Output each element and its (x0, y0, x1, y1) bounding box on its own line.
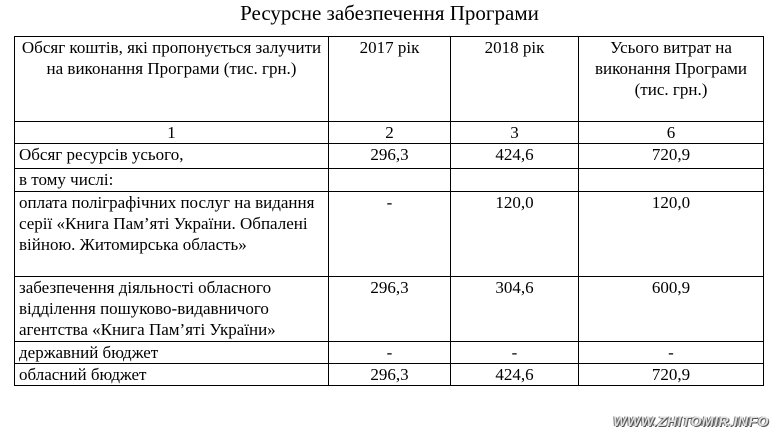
header-total-expenses: Усього витрат на виконання Програми (тис. грн.) (579, 37, 764, 122)
cell-total: 600,9 (579, 277, 764, 342)
cell-2018: 424,6 (451, 144, 579, 169)
table-header-row (15, 37, 764, 122)
table-row (15, 192, 764, 277)
cell-2017: 296,3 (329, 277, 451, 342)
cell-2017: 296,3 (329, 364, 451, 386)
table-row (15, 364, 764, 386)
row-label: забезпечення діяльності обласного відділення пошуково-видавничого агентства «Книга Пам’яті України» (15, 277, 329, 342)
table-row (15, 144, 764, 169)
cell-total: - (579, 342, 764, 364)
cell-2018: 304,6 (451, 277, 579, 342)
cell-2018: 424,6 (451, 364, 579, 386)
cell-2017: - (329, 192, 451, 277)
cell-2017 (329, 169, 451, 192)
cell-total: 120,0 (579, 192, 764, 277)
table-row (15, 169, 764, 192)
table-row (15, 277, 764, 342)
column-number: 3 (451, 122, 579, 144)
column-number: 2 (329, 122, 451, 144)
row-label: державний бюджет (15, 342, 329, 364)
cell-total: 720,9 (579, 144, 764, 169)
row-label: оплата поліграфічних послуг на видання серії «Книга Пам’яті України. Обпалені війною. Житомирська область» (15, 192, 329, 277)
cell-total (579, 169, 764, 192)
row-label: в тому числі: (15, 169, 329, 192)
header-year-2018: 2018 рік (451, 37, 579, 122)
table-row (15, 342, 764, 364)
cell-2018: - (451, 342, 579, 364)
cell-total: 720,9 (579, 364, 764, 386)
resource-table (14, 36, 764, 386)
header-funding-volume: Обсяг коштів, які пропонується залучити на виконання Програми (тис. грн.) (15, 37, 329, 122)
row-label: Обсяг ресурсів усього, (15, 144, 329, 169)
header-year-2017: 2017 рік (329, 37, 451, 122)
site-watermark: WWW.ZHITOMIR.INFO (613, 413, 769, 429)
cell-2017: - (329, 342, 451, 364)
column-number: 6 (579, 122, 764, 144)
cell-2018: 120,0 (451, 192, 579, 277)
column-number: 1 (15, 122, 329, 144)
cell-2018 (451, 169, 579, 192)
document-title: Ресурсне забезпечення Програми (240, 1, 539, 25)
cell-2017: 296,3 (329, 144, 451, 169)
column-number-row (15, 122, 764, 144)
row-label: обласний бюджет (15, 364, 329, 386)
